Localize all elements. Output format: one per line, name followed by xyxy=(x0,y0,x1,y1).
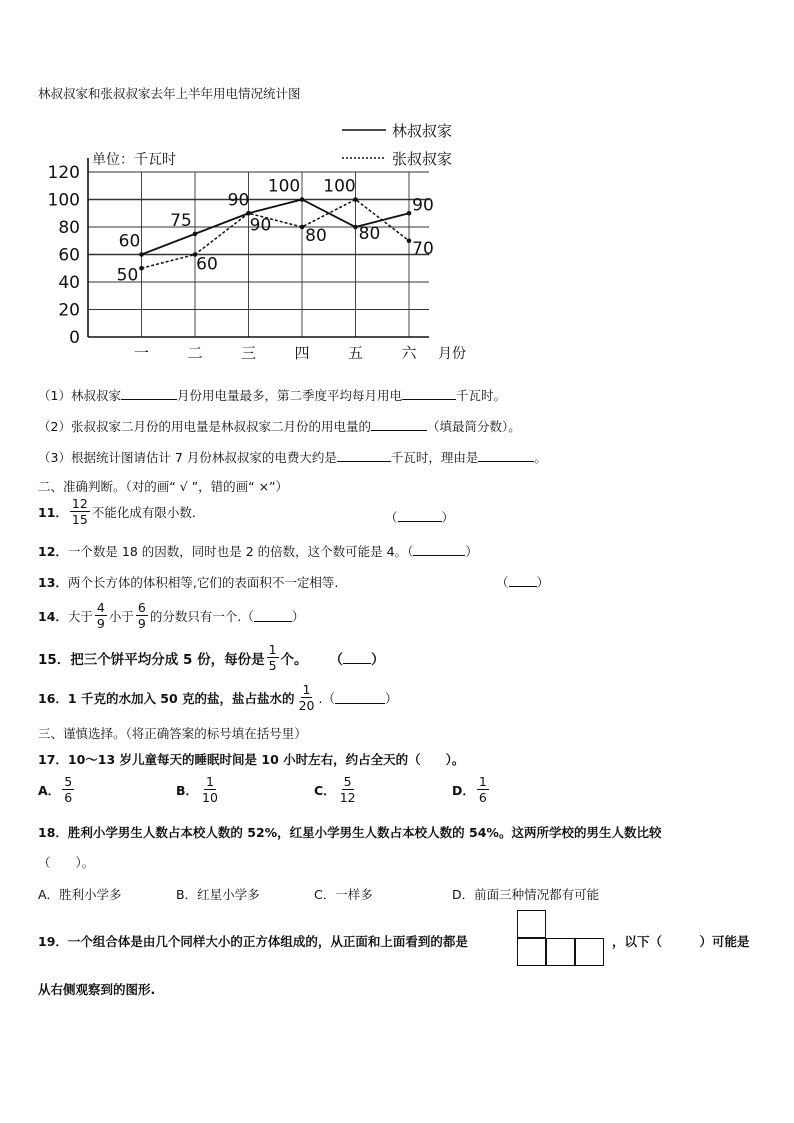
x-tick-label: 五 xyxy=(347,344,364,362)
q14-f2-numerator: 6 xyxy=(137,600,146,615)
chart-legend xyxy=(342,122,452,168)
q18-option-a[interactable]: A．胜利小学多 xyxy=(38,887,122,902)
data-point xyxy=(353,225,358,230)
q16-text-a: 1 千克的水加入 50 克的盐，盐占盐水的 xyxy=(67,690,295,706)
data-label: 90 xyxy=(227,190,250,211)
q1-text-c: 千瓦时。 xyxy=(455,388,506,403)
data-point xyxy=(407,238,412,243)
x-tick-labels xyxy=(134,344,418,362)
q14-text-a: 大于 xyxy=(67,608,93,624)
y-tick-label: 80 xyxy=(58,218,80,238)
data-point xyxy=(139,266,144,271)
q11-number: 11． xyxy=(38,504,68,520)
q15-text-a: 把三个饼平均分成 5 份，每份是 xyxy=(70,651,265,668)
q17-option-c[interactable] xyxy=(314,774,360,805)
question-17: 17．10～13 岁儿童每天的睡眠时间是 10 小时左右，约占全天的（ ）。 xyxy=(38,752,465,767)
question-11 xyxy=(38,496,204,527)
question-18: 18．胜利小学男生人数占本校人数的 52%，红星小学男生人数占本校人数的 54%。这两所学校的男生人数比较 xyxy=(38,825,662,840)
q3-text-a: （3）根据统计图请估计 7 月份林叔叔家的电费大约是 xyxy=(38,450,337,465)
question-2 xyxy=(38,417,521,435)
q18-option-c[interactable]: C．一样多 xyxy=(314,887,373,902)
q15-denominator: 5 xyxy=(268,658,277,673)
q14-text-c: 的分数只有一个.（ xyxy=(149,608,254,624)
data-label: 80 xyxy=(305,226,327,246)
section-3-heading: 三、谨慎选择。（将正确答案的标号填在括号里） xyxy=(38,726,307,741)
data-label: 60 xyxy=(196,254,218,275)
q16-blank[interactable] xyxy=(335,691,385,704)
q13-number: 13． xyxy=(38,575,68,590)
q15-number: 15． xyxy=(38,651,71,668)
option-denominator: 6 xyxy=(478,790,487,805)
q14-paren-right: ） xyxy=(291,608,305,624)
cube-view-figure xyxy=(517,910,609,968)
q14-f1-denominator: 9 xyxy=(96,616,105,631)
q14-f2-denominator: 9 xyxy=(137,616,146,631)
cube-bottom-2 xyxy=(546,938,575,966)
data-label: 60 xyxy=(118,231,141,252)
q12-number: 12． xyxy=(38,544,68,559)
q13-paren-right: ） xyxy=(536,575,550,590)
q3-text-c: 。 xyxy=(534,450,547,465)
q13-paren-left: （ xyxy=(496,575,509,590)
data-label: 50 xyxy=(116,265,139,286)
q3-blank-2[interactable] xyxy=(478,449,534,462)
question-3 xyxy=(38,448,547,466)
q18-continuation: （ ）。 xyxy=(38,855,95,870)
q11-paren-right: ） xyxy=(441,510,455,525)
q19-text-b: ，以下（ ）可能是 xyxy=(612,934,750,949)
q13-text: 两个长方体的体积相等,它们的表面积不一定相等. xyxy=(67,575,339,590)
cube-top xyxy=(517,910,546,938)
q15-paren-left: （ xyxy=(329,651,344,668)
q14-fraction-1 xyxy=(95,600,107,631)
option-label: A． xyxy=(38,782,61,798)
q1-blank-1[interactable] xyxy=(121,387,177,400)
y-tick-label: 40 xyxy=(58,273,80,293)
q15-numerator: 1 xyxy=(268,642,277,657)
q19-text-a: 19．一个组合体是由几个同样大小的正方体组成的，从正面和上面看到的都是 xyxy=(38,934,468,949)
q15-blank[interactable] xyxy=(343,651,371,664)
q16-paren-right: ） xyxy=(384,690,398,706)
y-tick-label: 0 xyxy=(69,328,80,348)
y-tick-label: 100 xyxy=(47,190,80,211)
q12-blank[interactable] xyxy=(413,543,465,556)
q11-numerator: 12 xyxy=(71,496,88,511)
question-1 xyxy=(38,386,506,404)
chart-unit-label: 单位：千瓦时 xyxy=(92,152,176,168)
q14-number: 14． xyxy=(38,608,68,624)
question-15 xyxy=(38,642,385,673)
option-label: B． xyxy=(176,782,199,798)
q3-blank-1[interactable] xyxy=(337,449,391,462)
q3-text-b: 千瓦时，理由是 xyxy=(390,450,479,465)
x-tick-label: 一 xyxy=(133,344,150,362)
option-denominator: 6 xyxy=(64,790,73,805)
q18-option-d[interactable]: D．前面三种情况都有可能 xyxy=(452,887,600,902)
q11-paren-left: （ xyxy=(385,510,398,525)
y-tick-label: 60 xyxy=(58,245,80,266)
x-axis-label: 月份 xyxy=(438,346,466,362)
legend-label: 张叔叔家 xyxy=(392,150,453,168)
q12-text: 一个数是 18 的因数，同时也是 2 的倍数，这个数可能是 4。（ xyxy=(67,544,414,559)
q19-text-c: 从右侧观察到的图形. xyxy=(38,982,156,997)
data-label: 90 xyxy=(412,195,434,216)
option-label: D． xyxy=(452,782,475,798)
q16-fraction xyxy=(297,682,317,713)
q16-number: 16． xyxy=(38,690,68,706)
question-13 xyxy=(38,573,338,591)
data-point xyxy=(300,225,305,230)
q15-paren-right: ） xyxy=(371,651,385,668)
q13-blank[interactable] xyxy=(509,574,537,587)
option-fraction xyxy=(200,774,220,805)
option-numerator: 5 xyxy=(64,774,73,789)
q12-paren-right: ） xyxy=(465,544,478,559)
chart-series xyxy=(117,177,434,286)
option-fraction xyxy=(477,774,489,805)
option-numerator: 1 xyxy=(478,774,487,789)
cube-bottom-3 xyxy=(575,938,604,966)
option-denominator: 10 xyxy=(202,790,218,805)
data-label: 80 xyxy=(358,224,381,244)
data-point xyxy=(407,211,412,216)
q11-blank[interactable] xyxy=(398,509,442,522)
option-denominator: 12 xyxy=(339,790,356,805)
q2-text-a: （2）张叔叔家二月份的用电量是林叔叔家二月份的用电量的 xyxy=(38,419,371,434)
option-label: C． xyxy=(314,782,336,798)
q14-text-b: 小于 xyxy=(108,608,134,624)
section-2-heading: 二、准确判断。（对的画“ √ ”，错的画“ ×”） xyxy=(38,479,289,494)
q2-blank[interactable] xyxy=(371,418,427,431)
chart-title: 林叔叔家和张叔叔家去年上半年用电情况统计图 xyxy=(38,86,301,101)
line-chart xyxy=(36,118,486,368)
question-16 xyxy=(38,682,397,713)
q15-text-b: 个。 xyxy=(280,651,308,668)
y-tick-labels xyxy=(48,163,80,348)
data-point xyxy=(300,197,305,202)
cube-bottom-1 xyxy=(517,938,546,966)
q11-fraction xyxy=(70,496,90,527)
x-tick-label: 六 xyxy=(401,344,417,362)
q14-f1-numerator: 4 xyxy=(96,600,105,615)
q11-denominator: 15 xyxy=(71,512,88,527)
data-label: 75 xyxy=(170,210,192,231)
question-12 xyxy=(38,542,478,560)
q14-fraction-2 xyxy=(136,600,148,631)
q16-numerator: 1 xyxy=(302,682,311,697)
data-label: 100 xyxy=(323,176,356,197)
q16-text-b: .（ xyxy=(318,690,335,706)
q17-option-d[interactable] xyxy=(452,774,491,805)
y-tick-label: 20 xyxy=(58,300,80,321)
data-point xyxy=(139,252,144,257)
x-tick-label: 三 xyxy=(240,344,257,362)
x-tick-label: 二 xyxy=(187,344,203,362)
q17-option-a[interactable] xyxy=(38,774,76,805)
q1-text-b: 月份用电量最多，第二季度平均每月用电 xyxy=(176,388,402,403)
question-14 xyxy=(38,600,304,631)
legend-label: 林叔叔家 xyxy=(392,122,453,140)
q11-answer-parens[interactable] xyxy=(385,508,454,526)
data-label: 90 xyxy=(249,215,272,236)
option-numerator: 5 xyxy=(343,774,352,789)
q17-option-b[interactable] xyxy=(176,774,222,805)
q11-text: 不能化成有限小数． xyxy=(91,504,205,520)
data-label: 70 xyxy=(412,238,434,259)
q18-option-b[interactable]: B．红星小学多 xyxy=(176,887,260,902)
x-tick-label: 四 xyxy=(294,344,310,362)
option-numerator: 1 xyxy=(206,774,214,789)
option-fraction xyxy=(62,774,74,805)
data-label: 100 xyxy=(267,176,301,197)
q16-denominator: 20 xyxy=(298,698,315,713)
option-fraction xyxy=(338,774,358,805)
question-19 xyxy=(38,932,468,950)
q1-blank-2[interactable] xyxy=(402,387,456,400)
data-point xyxy=(353,197,358,202)
q2-text-b: （填最简分数）。 xyxy=(426,419,521,434)
q13-answer-parens[interactable] xyxy=(496,573,549,591)
q15-fraction xyxy=(267,642,279,673)
q14-blank[interactable] xyxy=(254,609,292,622)
data-point xyxy=(193,232,198,237)
q1-text-a: （1）林叔叔家 xyxy=(38,388,121,403)
y-tick-label: 120 xyxy=(47,163,80,183)
